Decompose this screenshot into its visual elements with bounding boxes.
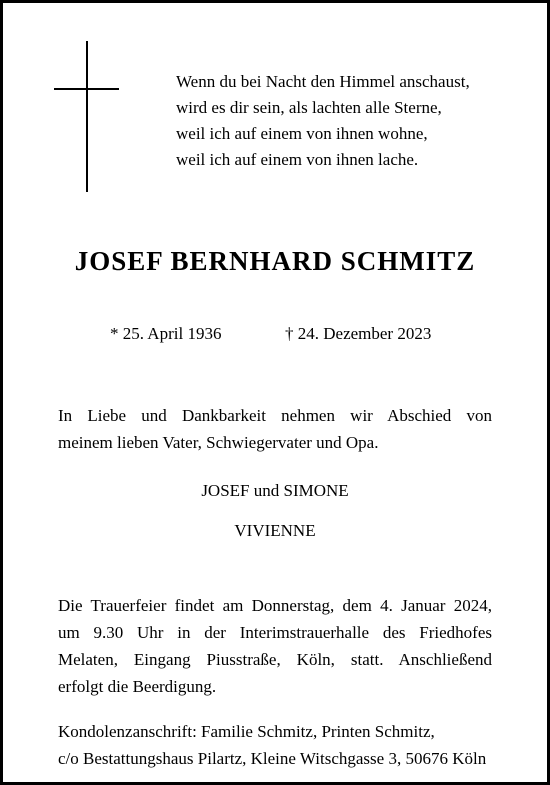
poem-line: weil ich auf einem von ihnen lache. — [176, 150, 419, 169]
funeral-line: Melaten, Eingang Piusstraße, Köln, statt. Anschließend — [58, 650, 492, 669]
poem-line: Wenn du bei Nacht den Himmel anschaust, — [176, 72, 470, 91]
condolence-line: Kondolenzanschrift: Familie Schmitz, Printen Schmitz, — [58, 722, 435, 741]
poem-line: weil ich auf einem von ihnen wohne, — [176, 124, 428, 143]
condolence-address — [58, 718, 492, 772]
deceased-name: JOSEF BERNHARD SCHMITZ — [74, 246, 476, 276]
funeral-details — [58, 592, 492, 700]
family-names-primary: JOSEF und SIMONE — [201, 481, 349, 500]
poem-line: wird es dir sein, als lachten alle Sterne, — [176, 98, 442, 117]
poem — [176, 69, 470, 173]
birth-date: * 25. April 1936 — [110, 324, 222, 343]
cross-horizontal-bar — [54, 88, 119, 90]
family-names-secondary: VIVIENNE — [234, 521, 316, 540]
funeral-line: erfolgt die Beerdigung. — [58, 677, 217, 696]
cross-vertical-bar — [86, 41, 88, 192]
farewell-message — [58, 402, 492, 456]
message-line: meinem lieben Vater, Schwiegervater und Opa. — [58, 433, 379, 452]
death-date: † 24. Dezember 2023 — [285, 324, 432, 343]
funeral-line: um 9.30 Uhr in der Interimstrauerhalle des Friedhofes — [58, 623, 492, 642]
message-line: In Liebe und Dankbarkeit nehmen wir Abschied von — [58, 406, 492, 425]
funeral-line: Die Trauerfeier findet am Donnerstag, dem 4. Januar 2024, — [58, 596, 492, 615]
condolence-line: c/o Bestattungshaus Pilartz, Kleine Witschgasse 3, 50676 Köln — [58, 749, 487, 768]
